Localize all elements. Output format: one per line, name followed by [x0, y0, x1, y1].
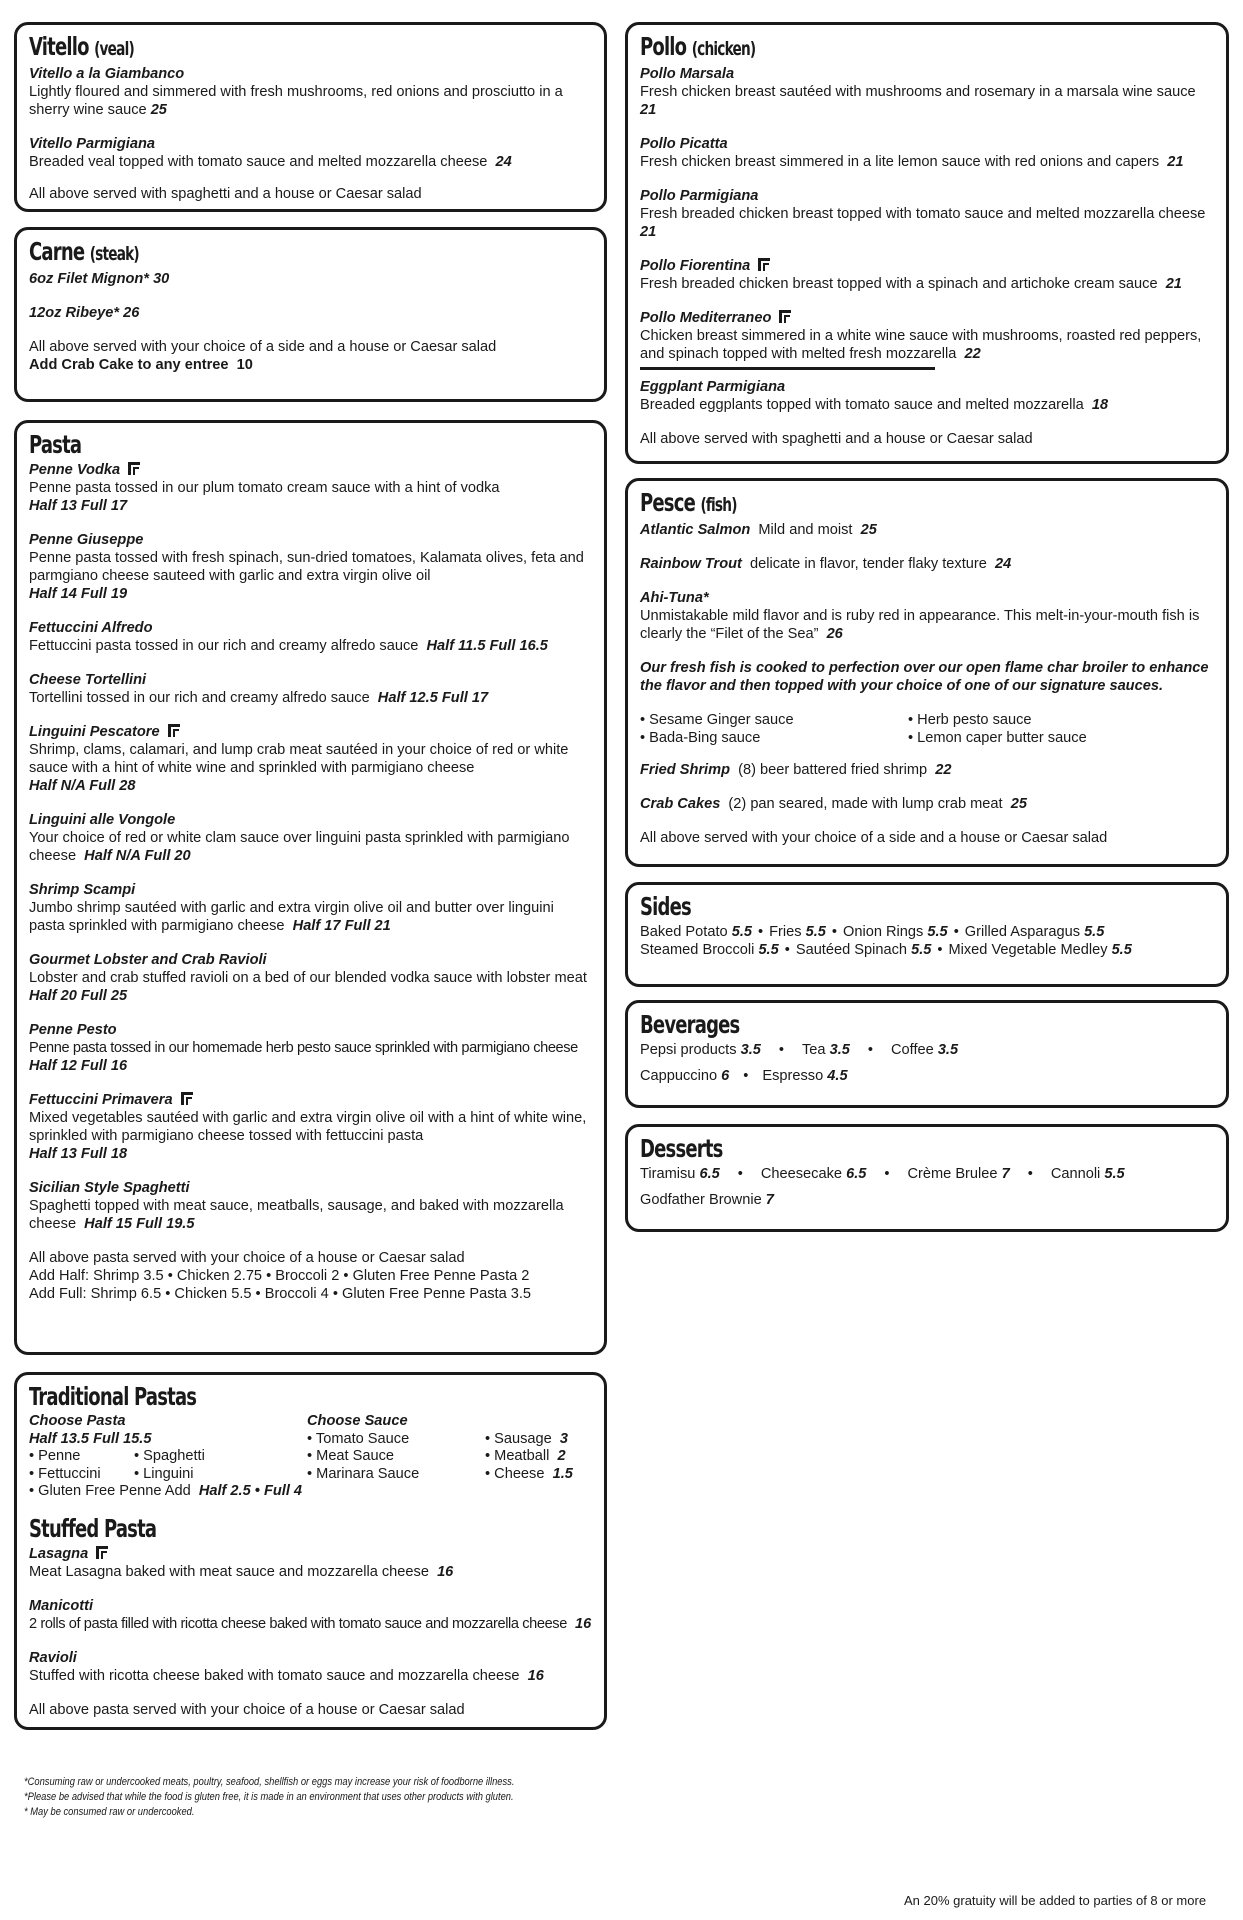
section-title: Pollo (chicken)	[640, 32, 756, 61]
menu-item: Vitello Parmigiana Breaded veal topped with tomato sauce and melted mozzarella cheese 24	[29, 136, 512, 170]
section-note: All above served with spaghetti and a house or Caesar salad	[640, 431, 1033, 447]
menu-item: Fettuccini Alfredo Fettuccini pasta tossed in our rich and creamy alfredo sauce Half 11.5 Full 16.5	[29, 620, 548, 654]
gluten-free-icon	[128, 462, 140, 475]
vitello-section	[14, 22, 607, 212]
menu-item: Cheese Tortellini Tortellini tossed in our rich and creamy alfredo sauce Half 12.5 Full 17	[29, 672, 489, 706]
sides-row: Baked Potato 5.5 • Fries 5.5 • Onion Rings 5.5 • Grilled Asparagus 5.5	[640, 924, 1105, 940]
menu-item: Linguini Pescatore Shrimp, clams, calamari, and lump crab meat sautéed in your choice of red or white sauce with a hint of white wine and sprinkled with parmigiano cheese Half N/A Full 28	[29, 724, 569, 794]
section-note: All above served with your choice of a side and a house or Caesar salad	[29, 339, 497, 355]
section-title: Carne (steak)	[29, 237, 139, 266]
menu-item: Vitello a la Giambanco Lightly floured and simmered with fresh mushrooms, red onions and prosciutto in a sherry wine sauce 25	[29, 66, 563, 118]
menu-item: Shrimp Scampi Jumbo shrimp sautéed with garlic and extra virgin olive oil and butter over linguini pasta sprinkled with parmigiano cheese Half 17 Full 21	[29, 882, 554, 934]
pollo-section	[625, 22, 1229, 464]
section-title: Vitello (veal)	[29, 32, 134, 61]
section-title: Sides	[640, 892, 691, 921]
menu-item: Fettuccini Primavera Mixed vegetables sautéed with garlic and extra virgin olive oil with a hint of white wine, sprinkled with parmigiano cheese tossed with fettuccini pasta Half 13 Full 18	[29, 1092, 587, 1162]
footnotes: *Consuming raw or undercooked meats, poultry, seafood, shellfish or eggs may increase your risk of foodborne illness. *Please be advised that while the food is gluten free, it is made in an environment that uses other products with gluten. * May be consumed raw or undercooked.	[24, 1776, 515, 1818]
sauce-extras: • Sausage 3 • Meatball 2 • Cheese 1.5	[485, 1430, 573, 1482]
section-title: Traditional Pastas	[29, 1382, 197, 1411]
menu-item: Rainbow Trout delicate in flavor, tender flaky texture 24	[640, 556, 1012, 572]
desserts-section	[625, 1124, 1229, 1232]
menu-item: Sicilian Style Spaghetti Spaghetti topped with meat sauce, meatballs, sausage, and baked with mozzarella cheese Half 15 Full 19.5	[29, 1180, 564, 1232]
gluten-free-icon	[181, 1092, 193, 1105]
menu-item: Lasagna Meat Lasagna baked with meat sauce and mozzarella cheese 16	[29, 1545, 454, 1580]
beverages-row: Pepsi products 3.5 • Tea 3.5 • Coffee 3.5	[640, 1042, 959, 1058]
gluten-free-icon	[96, 1546, 108, 1559]
sides-section	[625, 882, 1229, 987]
addon-note: Add Crab Cake to any entree 10	[29, 357, 253, 373]
menu-item: Fried Shrimp (8) beer battered fried shrimp 22	[640, 762, 952, 778]
menu-item: Pollo Fiorentina Fresh breaded chicken breast topped with a spinach and artichoke cream sauce 21	[640, 258, 1182, 292]
gluten-free-icon	[168, 724, 180, 737]
menu-item: 6oz Filet Mignon* 30	[29, 271, 170, 287]
carne-section	[14, 227, 607, 402]
menu-item: Linguini alle Vongole Your choice of red or white clam sauce over linguini pasta sprinkled with parmigiano cheese Half N/A Full 20	[29, 812, 570, 864]
beverages-row: Cappuccino 6 • Espresso 4.5	[640, 1068, 848, 1084]
desserts-row: Tiramisu 6.5 • Cheesecake 6.5 • Crème Brulee 7 • Cannoli 5.5	[640, 1166, 1125, 1182]
menu-item: Ahi-Tuna* Unmistakable mild flavor and is ruby red in appearance. This melt-in-your-mouth fish is clearly the “Filet of the Sea” 26	[640, 590, 1200, 642]
pasta-choices: Choose Pasta Half 13.5 Full 15.5 • Penne • Fettuccini • Spaghetti • Linguini • Gluten Free Penne Add Half 2.5 • Full 4	[29, 1413, 303, 1499]
section-note: All above served with your choice of a side and a house or Caesar salad	[640, 830, 1108, 846]
menu-item: Pollo Marsala Fresh chicken breast sautéed with mushrooms and rosemary in a marsala wine sauce 21	[640, 66, 1196, 118]
section-title: Desserts	[640, 1134, 723, 1163]
menu-item: Atlantic Salmon Mild and moist 25	[640, 522, 877, 538]
add-half-note: Add Half: Shrimp 3.5 • Chicken 2.75 • Broccoli 2 • Gluten Free Penne Pasta 2	[29, 1268, 530, 1284]
traditional-pastas-section	[14, 1372, 607, 1730]
add-full-note: Add Full: Shrimp 6.5 • Chicken 5.5 • Broccoli 4 • Gluten Free Penne Pasta 3.5	[29, 1286, 532, 1302]
menu-item: Ravioli Stuffed with ricotta cheese baked with tomato sauce and mozzarella cheese 16	[29, 1649, 544, 1684]
section-note: All above served with spaghetti and a house or Caesar salad	[29, 186, 422, 202]
beverages-section	[625, 1000, 1229, 1108]
menu-item: Gourmet Lobster and Crab Ravioli Lobster and crab stuffed ravioli on a bed of our blended vodka sauce with lobster meat Half 20 Full 25	[29, 952, 587, 1004]
pasta-section	[14, 420, 607, 1355]
section-note: All above pasta served with your choice of a house or Caesar salad	[29, 1250, 465, 1266]
menu-item: Pollo Mediterraneo Chicken breast simmered in a white wine sauce with mushrooms, roasted red peppers, and spinach topped with melted fresh mozzarella 22	[640, 310, 1202, 362]
section-title: Pasta	[29, 430, 82, 459]
gluten-free-icon	[758, 258, 770, 271]
section-title: Pesce (fish)	[640, 488, 737, 517]
gratuity-note: An 20% gratuity will be added to parties of 8 or more	[904, 1893, 1207, 1908]
section-title: Beverages	[640, 1010, 740, 1039]
menu-item: 12oz Ribeye* 26	[29, 305, 140, 321]
menu-item: Penne Giuseppe Penne pasta tossed with fresh spinach, sun-dried tomatoes, Kalamata olives, feta and parmgiano cheese sauteed with garlic and extra virgin olive oil Half 14 Full 19	[29, 532, 584, 602]
fish-sauces: • Sesame Ginger sauce • Bada-Bing sauce • Herb pesto sauce • Lemon caper butter sauce	[640, 712, 1087, 746]
menu-item: Penne Pesto Penne pasta tossed in our homemade herb pesto sauce sprinkled with parmigiano cheese Half 12 Full 16	[29, 1022, 578, 1074]
divider	[640, 367, 935, 370]
section-note: All above pasta served with your choice of a house or Caesar salad	[29, 1701, 465, 1718]
menu-item: Penne Vodka Penne pasta tossed in our plum tomato cream sauce with a hint of vodka Half 13 Full 17	[29, 462, 500, 514]
desserts-row: Godfather Brownie 7	[640, 1192, 774, 1208]
sauce-choices: Choose Sauce • Tomato Sauce • Meat Sauce • Marinara Sauce	[307, 1413, 420, 1482]
fish-promo: Our fresh fish is cooked to perfection over our open flame char broiler to enhance the flavor and then topped with your choice of one of our signature sauces.	[640, 660, 1209, 694]
menu-item: Eggplant Parmigiana Breaded eggplants topped with tomato sauce and melted mozzarella 18	[640, 379, 1109, 413]
sides-row: Steamed Broccoli 5.5 • Sautéed Spinach 5.5 • Mixed Vegetable Medley 5.5	[640, 942, 1132, 958]
menu-item: Pollo Picatta Fresh chicken breast simmered in a lite lemon sauce with red onions and capers 21	[640, 136, 1184, 170]
menu-item: Crab Cakes (2) pan seared, made with lump crab meat 25	[640, 796, 1027, 812]
menu-item: Pollo Parmigiana Fresh breaded chicken breast topped with tomato sauce and melted mozzarella cheese 21	[640, 188, 1206, 240]
pesce-section	[625, 478, 1229, 867]
menu-item: Manicotti 2 rolls of pasta filled with ricotta cheese baked with tomato sauce and mozzarella cheese 16	[29, 1597, 592, 1632]
gluten-free-icon	[779, 310, 791, 323]
section-title: Stuffed Pasta	[29, 1513, 157, 1543]
